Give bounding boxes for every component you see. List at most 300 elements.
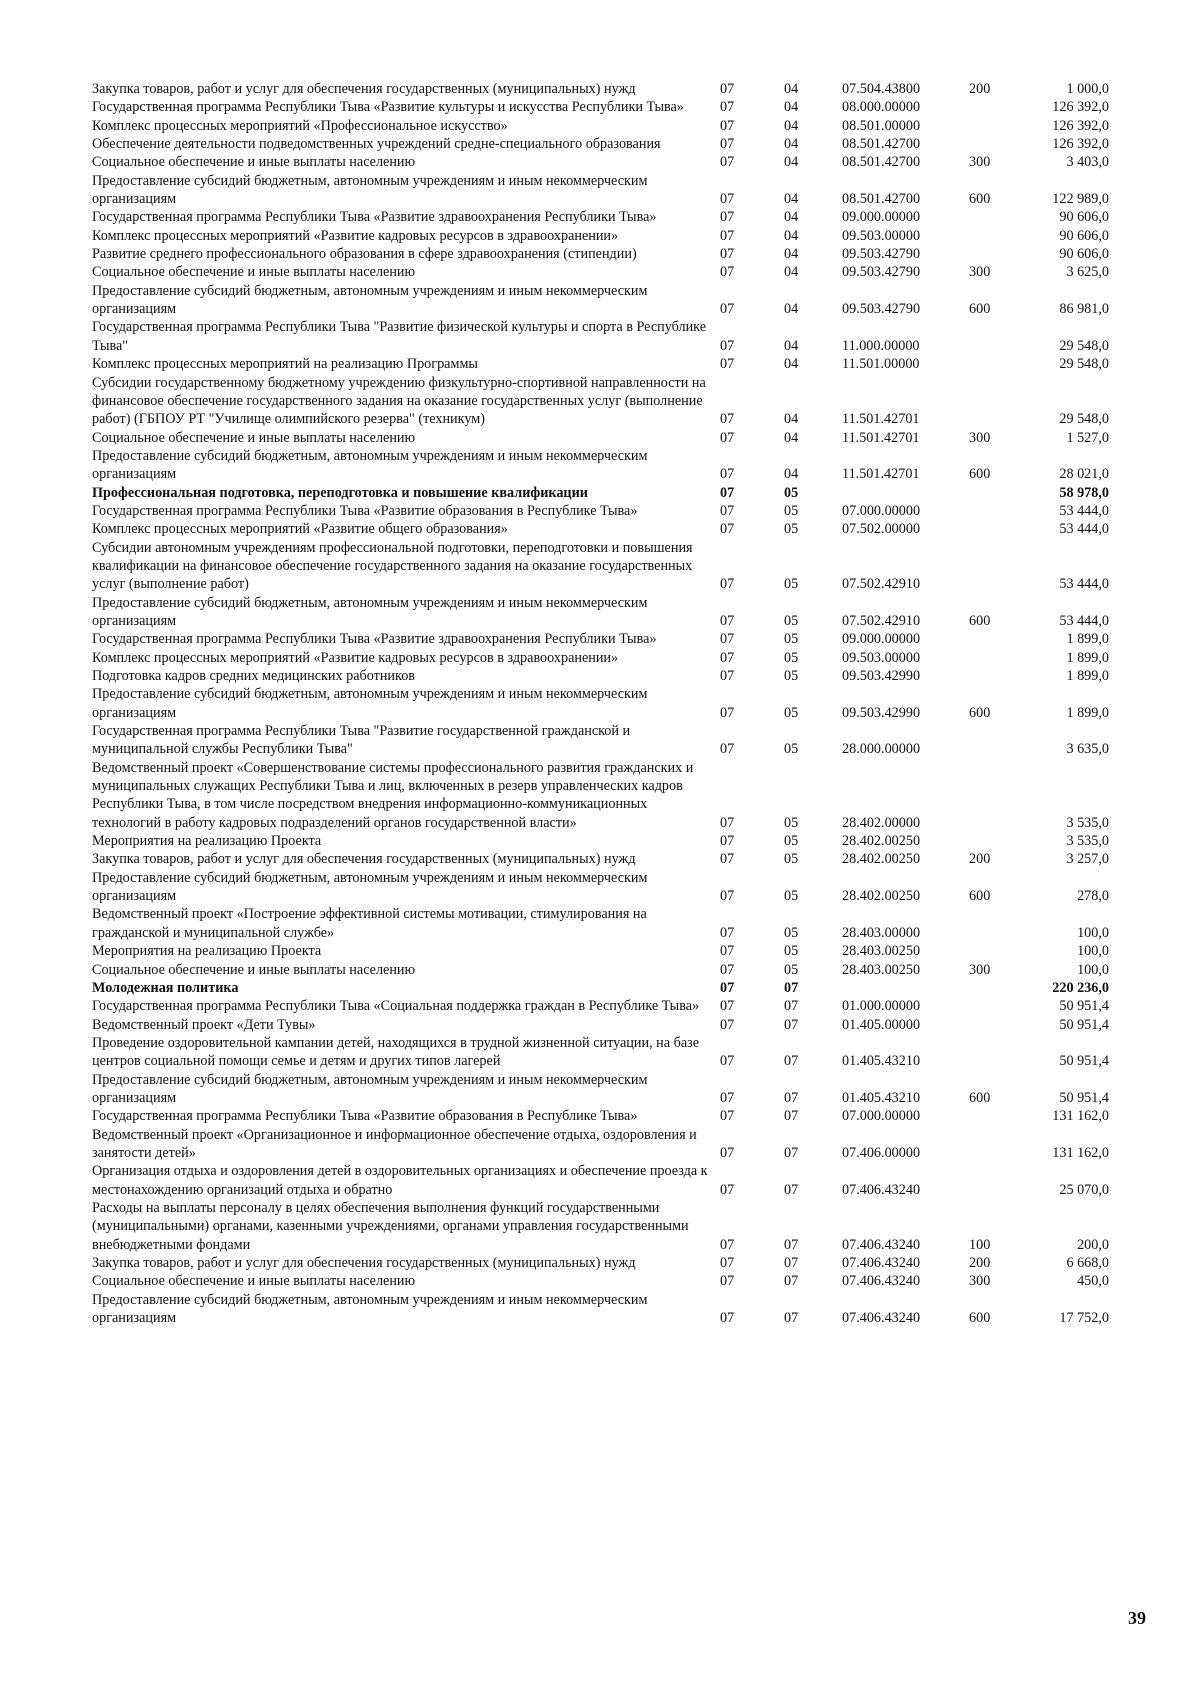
section-code-cell: 07 [720,264,735,281]
budget-table [92,80,1117,1327]
section-code-cell: 07 [720,81,735,97]
amount-cell: 126 392,0 [1052,99,1109,116]
table-row [92,172,1117,209]
expense-type-cell [947,502,997,520]
amount-cell: 28 021,0 [1059,466,1109,483]
expense-type-cell [947,649,997,667]
target-article-cell: 09.503.00000 [842,227,921,244]
target-article-cell: 07.000.00000 [842,1108,921,1125]
expense-type-cell [947,539,997,594]
target-article-cell: 28.402.00000 [842,814,921,831]
expense-name-cell: Социальное обеспечение и иные выплаты населению [92,154,416,171]
expense-type-cell [947,979,997,997]
amount-cell: 90 606,0 [1059,227,1109,244]
target-article-cell: 09.503.00000 [842,649,921,666]
expense-type-cell [947,942,997,960]
subsection-code-cell: 07 [784,1310,799,1327]
amount-cell: 50 951,4 [1059,1053,1109,1070]
table-row [92,905,1117,942]
expense-type-cell [947,520,997,538]
target-article-cell: 07.502.42910 [842,576,921,593]
amount-cell: 131 162,0 [1052,1144,1109,1161]
expense-type-cell: 200 [969,1255,991,1271]
subsection-code-cell: 04 [784,411,799,428]
subsection-code-cell: 05 [784,888,799,905]
table-row [92,374,1117,429]
target-article-cell: 07.406.43240 [842,1310,921,1327]
amount-cell: 122 989,0 [1052,191,1109,208]
page-number: 39 [1128,1608,1146,1628]
subsection-code-cell: 05 [784,668,799,684]
amount-cell: 25 070,0 [1059,1181,1109,1198]
section-code-cell: 07 [720,1273,735,1290]
table-row [92,80,1117,98]
expense-name-cell: Субсидии государственному бюджетному учреждению физкультурно-спортивной направленности на финансовое обеспечение государственного задания на оказание государственных услуг (выполнение работ) (ГБПОУ РТ "Училище олимпийского резерва" (техникум) [92,374,706,428]
amount-cell: 17 752,0 [1059,1310,1109,1327]
expense-name-cell: Социальное обеспечение и иные выплаты населению [92,1273,416,1290]
section-code-cell: 07 [720,961,735,978]
subsection-code-cell: 04 [784,246,799,263]
table-row [92,1107,1117,1125]
expense-type-cell [947,1016,997,1034]
expense-name-cell: Комплекс процессных мероприятий «Развитие кадровых ресурсов в здравоохранении» [92,227,619,244]
expense-type-cell [947,832,997,850]
section-code-cell: 07 [720,466,735,483]
expense-name-cell: Комплекс процессных мероприятий «Развитие кадровых ресурсов в здравоохранении» [92,649,619,666]
expense-name-cell: Предоставление субсидий бюджетным, автономным учреждениям и иным некоммерческим организациям [92,594,648,629]
subsection-code-cell: 04 [784,154,799,171]
section-code-cell: 07 [720,521,735,538]
target-article-cell: 01.405.43210 [842,1053,921,1070]
expense-type-cell: 600 [969,1310,991,1327]
subsection-code-cell: 07 [784,1089,799,1106]
section-code-cell: 07 [720,741,735,758]
target-article-cell: 07.406.43240 [842,1255,921,1271]
section-code-cell: 07 [720,998,735,1015]
amount-cell: 3 257,0 [1066,851,1109,868]
subsection-code-cell: 04 [784,429,799,446]
expense-type-cell: 600 [969,301,991,318]
amount-cell: 1 000,0 [1066,81,1109,97]
target-article-cell: 11.501.42701 [842,411,920,428]
table-row [92,667,1117,685]
expense-name-cell: Молодежная политика [92,979,239,996]
expense-name-cell: Государственная программа Республики Тыва «Социальная поддержка граждан в Республике Тыва» [92,998,700,1015]
section-code-cell: 07 [720,1053,735,1070]
table-row [92,722,1117,759]
section-code-cell: 07 [720,943,735,960]
target-article-cell: 09.503.42790 [842,246,921,263]
section-code-cell: 07 [720,99,735,116]
amount-cell: 126 392,0 [1052,117,1109,134]
target-article-cell: 28.403.00250 [842,943,921,960]
amount-cell: 1 899,0 [1066,649,1109,666]
expense-type-cell [947,1126,997,1163]
amount-cell: 29 548,0 [1059,337,1109,354]
expense-type-cell [947,318,997,355]
table-row [92,520,1117,538]
subsection-code-cell: 05 [784,704,799,721]
subsection-code-cell: 05 [784,741,799,758]
target-article-cell: 28.402.00250 [842,833,921,850]
expense-type-cell [947,1034,997,1071]
subsection-code-cell: 07 [784,1016,799,1033]
table-row [92,98,1117,116]
subsection-code-cell: 04 [784,466,799,483]
section-code-cell: 07 [720,1181,735,1198]
section-code-cell: 07 [720,851,735,868]
expense-name-cell: Закупка товаров, работ и услуг для обеспечения государственных (муниципальных) нужд [92,1255,636,1271]
target-article-cell: 08.501.42700 [842,154,921,171]
target-article-cell: 08.501.42700 [842,191,921,208]
expense-type-cell [947,227,997,245]
section-code-cell: 07 [720,888,735,905]
expense-type-cell: 600 [969,466,991,483]
amount-cell: 58 978,0 [1059,484,1109,501]
table-row [92,1254,1117,1272]
target-article-cell: 09.000.00000 [842,209,921,226]
table-row [92,961,1117,979]
table-row [92,1016,1117,1034]
expense-type-cell [947,484,997,502]
target-article-cell: 09.503.42990 [842,704,921,721]
expense-type-cell: 100 [969,1236,991,1253]
amount-cell: 53 444,0 [1059,502,1109,519]
table-row [92,979,1117,997]
amount-cell: 3 403,0 [1066,154,1109,171]
expense-type-cell: 200 [969,81,991,97]
expense-name-cell: Предоставление субсидий бюджетным, автономным учреждениям и иным некоммерческим организациям [92,686,648,721]
expense-name-cell: Проведение оздоровительной кампании детей, находящихся в трудной жизненной ситуации, на базе центров социальной помощи семье и детям и других типов лагерей [92,1034,700,1070]
table-row [92,1162,1117,1199]
table-row [92,227,1117,245]
table-row [92,1199,1117,1254]
target-article-cell [822,484,947,502]
amount-cell: 53 444,0 [1059,521,1109,538]
expense-name-cell: Государственная программа Республики Тыва "Развитие физической культуры и спорта в Республике Тыва" [92,319,706,354]
target-article-cell: 28.402.00250 [842,888,921,905]
target-article-cell: 28.403.00000 [842,924,921,941]
amount-cell: 100,0 [1077,924,1109,941]
subsection-code-cell: 05 [784,833,799,850]
table-row [92,942,1117,960]
expense-type-cell: 300 [969,154,991,171]
expense-name-cell: Подготовка кадров средних медицинских работников [92,668,415,684]
subsection-code-cell: 04 [784,136,799,153]
subsection-code-cell: 04 [784,209,799,226]
target-article-cell: 07.406.43240 [842,1236,921,1253]
table-row [92,1126,1117,1163]
table-row [92,1272,1117,1290]
section-code-cell: 07 [720,136,735,153]
expense-type-cell [947,997,997,1015]
table-row [92,245,1117,263]
expense-name-cell: Предоставление субсидий бюджетным, автономным учреждениям и иным некоммерческим организациям [92,172,648,208]
expense-type-cell: 600 [969,191,991,208]
subsection-code-cell: 05 [784,814,799,831]
expense-name-cell: Комплекс процессных мероприятий на реализацию Программы [92,356,478,373]
section-code-cell: 07 [720,209,735,226]
expense-name-cell: Расходы на выплаты персоналу в целях обеспечения выполнения функций государственными (муниципальными) органами, казенными учреждениями, органами управления государственными внебюджетными фондами [92,1199,689,1253]
subsection-code-cell: 05 [784,612,799,629]
table-row [92,1071,1117,1108]
section-code-cell: 07 [720,484,735,501]
subsection-code-cell: 05 [784,943,799,960]
table-row [92,208,1117,226]
expense-type-cell [947,245,997,263]
expense-type-cell [947,135,997,153]
expense-type-cell: 300 [969,264,991,281]
section-code-cell: 07 [720,429,735,446]
table-row [92,1034,1117,1071]
section-code-cell: 07 [720,833,735,850]
expense-name-cell: Социальное обеспечение и иные выплаты населению [92,961,416,978]
expense-type-cell [947,630,997,648]
target-article-cell: 09.503.42990 [842,668,921,684]
expense-type-cell [947,1162,997,1199]
expense-type-cell [947,117,997,135]
expense-name-cell: Государственная программа Республики Тыва «Развитие здравоохранения Республики Тыва» [92,209,657,226]
target-article-cell: 08.000.00000 [842,99,921,116]
amount-cell: 90 606,0 [1059,246,1109,263]
expense-type-cell: 300 [969,1273,991,1290]
table-row [92,630,1117,648]
target-article-cell: 28.000.00000 [842,741,921,758]
table-row [92,263,1117,281]
target-article-cell: 11.000.00000 [842,337,920,354]
subsection-code-cell: 05 [784,961,799,978]
expense-name-cell: Обеспечение деятельности подведомственных учреждений средне-специального образования [92,136,661,153]
target-article-cell [822,979,947,997]
target-article-cell: 01.405.00000 [842,1016,921,1033]
table-row [92,447,1117,484]
expense-type-cell: 600 [969,1089,991,1106]
section-code-cell: 07 [720,979,735,996]
expense-name-cell: Предоставление субсидий бюджетным, автономным учреждениям и иным некоммерческим организациям [92,1071,648,1106]
expense-name-cell: Государственная программа Республики Тыва «Развитие образования в Республике Тыва» [92,502,638,519]
target-article-cell: 09.000.00000 [842,631,921,648]
expense-type-cell: 600 [969,704,991,721]
amount-cell: 50 951,4 [1059,998,1109,1015]
amount-cell: 450,0 [1077,1273,1109,1290]
expense-name-cell: Социальное обеспечение и иные выплаты населению [92,264,416,281]
table-row [92,429,1117,447]
expense-name-cell: Комплекс процессных мероприятий «Профессиональное искусство» [92,117,508,134]
target-article-cell: 01.000.00000 [842,998,921,1015]
subsection-code-cell: 04 [784,301,799,318]
subsection-code-cell: 05 [784,649,799,666]
target-article-cell: 01.405.43210 [842,1089,921,1106]
expense-type-cell: 600 [969,612,991,629]
amount-cell: 126 392,0 [1052,136,1109,153]
amount-cell: 3 535,0 [1066,814,1109,831]
target-article-cell: 07.406.43240 [842,1273,921,1290]
target-article-cell: 11.501.00000 [842,356,920,373]
section-code-cell: 07 [720,814,735,831]
amount-cell: 1 899,0 [1066,631,1109,648]
section-code-cell: 07 [720,612,735,629]
subsection-code-cell: 04 [784,81,799,97]
section-code-cell: 07 [720,117,735,134]
amount-cell: 29 548,0 [1059,411,1109,428]
table-row [92,869,1117,906]
expense-name-cell: Государственная программа Республики Тыва "Развитие государственной гражданской и муниципальной службы Республики Тыва" [92,723,631,758]
amount-cell: 131 162,0 [1052,1108,1109,1125]
target-article-cell: 07.406.00000 [842,1144,921,1161]
amount-cell: 3 535,0 [1066,833,1109,850]
target-article-cell: 11.501.42701 [842,429,920,446]
expense-type-cell [947,759,997,832]
target-article-cell: 07.502.00000 [842,521,921,538]
amount-cell: 53 444,0 [1059,612,1109,629]
section-code-cell: 07 [720,1144,735,1161]
expense-name-cell: Ведомственный проект «Построение эффективной системы мотивации, стимулирования на гражданской и муниципальной службе» [92,906,647,941]
section-code-cell: 07 [720,246,735,263]
subsection-code-cell: 07 [784,998,799,1015]
amount-cell: 200,0 [1077,1236,1109,1253]
expense-type-cell [947,1107,997,1125]
subsection-code-cell: 04 [784,117,799,134]
target-article-cell: 28.402.00250 [842,851,921,868]
subsection-code-cell: 07 [784,979,799,996]
expense-name-cell: Предоставление субсидий бюджетным, автономным учреждениям и иным некоммерческим организациям [92,282,648,318]
target-article-cell: 09.503.42790 [842,264,921,281]
subsection-code-cell: 04 [784,191,799,208]
section-code-cell: 07 [720,649,735,666]
amount-cell: 29 548,0 [1059,356,1109,373]
table-row [92,997,1117,1015]
target-article-cell: 07.504.43800 [842,81,921,97]
subsection-code-cell: 05 [784,484,799,501]
section-code-cell: 07 [720,668,735,684]
expense-name-cell: Развитие среднего профессионального образования в сфере здравоохранения (стипендии) [92,246,637,263]
expense-name-cell: Предоставление субсидий бюджетным, автономным учреждениям и иным некоммерческим организациям [92,869,648,905]
table-row [92,594,1117,631]
expense-name-cell: Субсидии автономным учреждениям профессиональной подготовки, переподготовки и повышения квалификации на финансовое обеспечение государственного задания на оказание государственных услуг (выполнение работ) [92,539,693,593]
amount-cell: 1 899,0 [1066,704,1109,721]
target-article-cell: 07.000.00000 [842,502,921,519]
budget-table-body [92,80,1117,1327]
table-row [92,649,1117,667]
subsection-code-cell: 04 [784,99,799,116]
subsection-code-cell: 07 [784,1236,799,1253]
subsection-code-cell: 07 [784,1108,799,1125]
section-code-cell: 07 [720,502,735,519]
amount-cell: 100,0 [1077,961,1109,978]
table-row [92,117,1117,135]
section-code-cell: 07 [720,1310,735,1327]
expense-name-cell: Государственная программа Республики Тыва «Развитие образования в Республике Тыва» [92,1108,638,1125]
subsection-code-cell: 04 [784,227,799,244]
target-article-cell: 09.503.42790 [842,301,921,318]
table-row [92,759,1117,832]
target-article-cell: 07.406.43240 [842,1181,921,1198]
section-code-cell: 07 [720,1089,735,1106]
target-article-cell: 28.403.00250 [842,961,921,978]
subsection-code-cell: 05 [784,924,799,941]
amount-cell: 90 606,0 [1059,209,1109,226]
table-row [92,282,1117,319]
section-code-cell: 07 [720,1108,735,1125]
target-article-cell: 08.501.00000 [842,117,921,134]
amount-cell: 50 951,4 [1059,1016,1109,1033]
section-code-cell: 07 [720,631,735,648]
subsection-code-cell: 05 [784,502,799,519]
expense-name-cell: Мероприятия на реализацию Проекта [92,943,322,960]
table-row [92,355,1117,373]
subsection-code-cell: 07 [784,1053,799,1070]
target-article-cell: 07.502.42910 [842,612,921,629]
expense-name-cell: Ведомственный проект «Дети Тувы» [92,1016,316,1033]
table-row [92,502,1117,520]
subsection-code-cell: 05 [784,631,799,648]
expense-name-cell: Организация отдыха и оздоровления детей в оздоровительных организациях и обеспечение проезда к местонахождению организаций отдыха и обратно [92,1163,708,1198]
table-row [92,685,1117,722]
expense-name-cell: Ведомственный проект «Совершенствование системы профессионального развития гражданских и муниципальных служащих Республики Тыва и лиц, включенных в резерв управленческих кадров Республики Тыва, в том числе посредством внедрения информационно-коммуникационных технологий в работу кадровых подразделений органов государственной власти» [92,759,694,831]
amount-cell: 1 899,0 [1066,668,1109,684]
section-code-cell: 07 [720,1016,735,1033]
section-code-cell: 07 [720,411,735,428]
expense-type-cell [947,722,997,759]
amount-cell: 6 668,0 [1066,1255,1109,1271]
section-code-cell: 07 [720,1236,735,1253]
subsection-code-cell: 04 [784,356,799,373]
expense-type-cell [947,98,997,116]
amount-cell: 220 236,0 [1052,979,1109,996]
expense-name-cell: Закупка товаров, работ и услуг для обеспечения государственных (муниципальных) нужд [92,851,636,868]
expense-type-cell [947,208,997,226]
subsection-code-cell: 05 [784,851,799,868]
section-code-cell: 07 [720,1255,735,1271]
amount-cell: 86 981,0 [1059,301,1109,318]
expense-name-cell: Мероприятия на реализацию Проекта [92,833,322,850]
section-code-cell: 07 [720,301,735,318]
section-code-cell: 07 [720,356,735,373]
expense-name-cell: Комплекс процессных мероприятий «Развитие общего образования» [92,521,508,538]
target-article-cell: 11.501.42701 [842,466,920,483]
amount-cell: 53 444,0 [1059,576,1109,593]
expense-name-cell: Государственная программа Республики Тыва «Развитие здравоохранения Республики Тыва» [92,631,657,648]
section-code-cell: 07 [720,704,735,721]
table-row [92,153,1117,171]
subsection-code-cell: 04 [784,264,799,281]
expense-type-cell: 200 [969,851,991,868]
table-row [92,1291,1117,1328]
table-row [92,850,1117,868]
table-row [92,484,1117,502]
section-code-cell: 07 [720,337,735,354]
subsection-code-cell: 05 [784,521,799,538]
amount-cell: 3 625,0 [1066,264,1109,281]
section-code-cell: 07 [720,191,735,208]
amount-cell: 1 527,0 [1066,429,1109,446]
table-row [92,539,1117,594]
expense-name-cell: Профессиональная подготовка, переподготовка и повышение квалификации [92,484,588,501]
subsection-code-cell: 04 [784,337,799,354]
amount-cell: 278,0 [1077,888,1109,905]
expense-name-cell: Предоставление субсидий бюджетным, автономным учреждениям и иным некоммерческим организациям [92,1291,648,1327]
section-code-cell: 07 [720,924,735,941]
amount-cell: 3 635,0 [1066,741,1109,758]
subsection-code-cell: 07 [784,1181,799,1198]
expense-name-cell: Социальное обеспечение и иные выплаты населению [92,429,416,446]
amount-cell: 100,0 [1077,943,1109,960]
expense-type-cell [947,667,997,685]
expense-type-cell: 300 [969,429,991,446]
table-row [92,135,1117,153]
section-code-cell: 07 [720,227,735,244]
expense-type-cell: 300 [969,961,991,978]
